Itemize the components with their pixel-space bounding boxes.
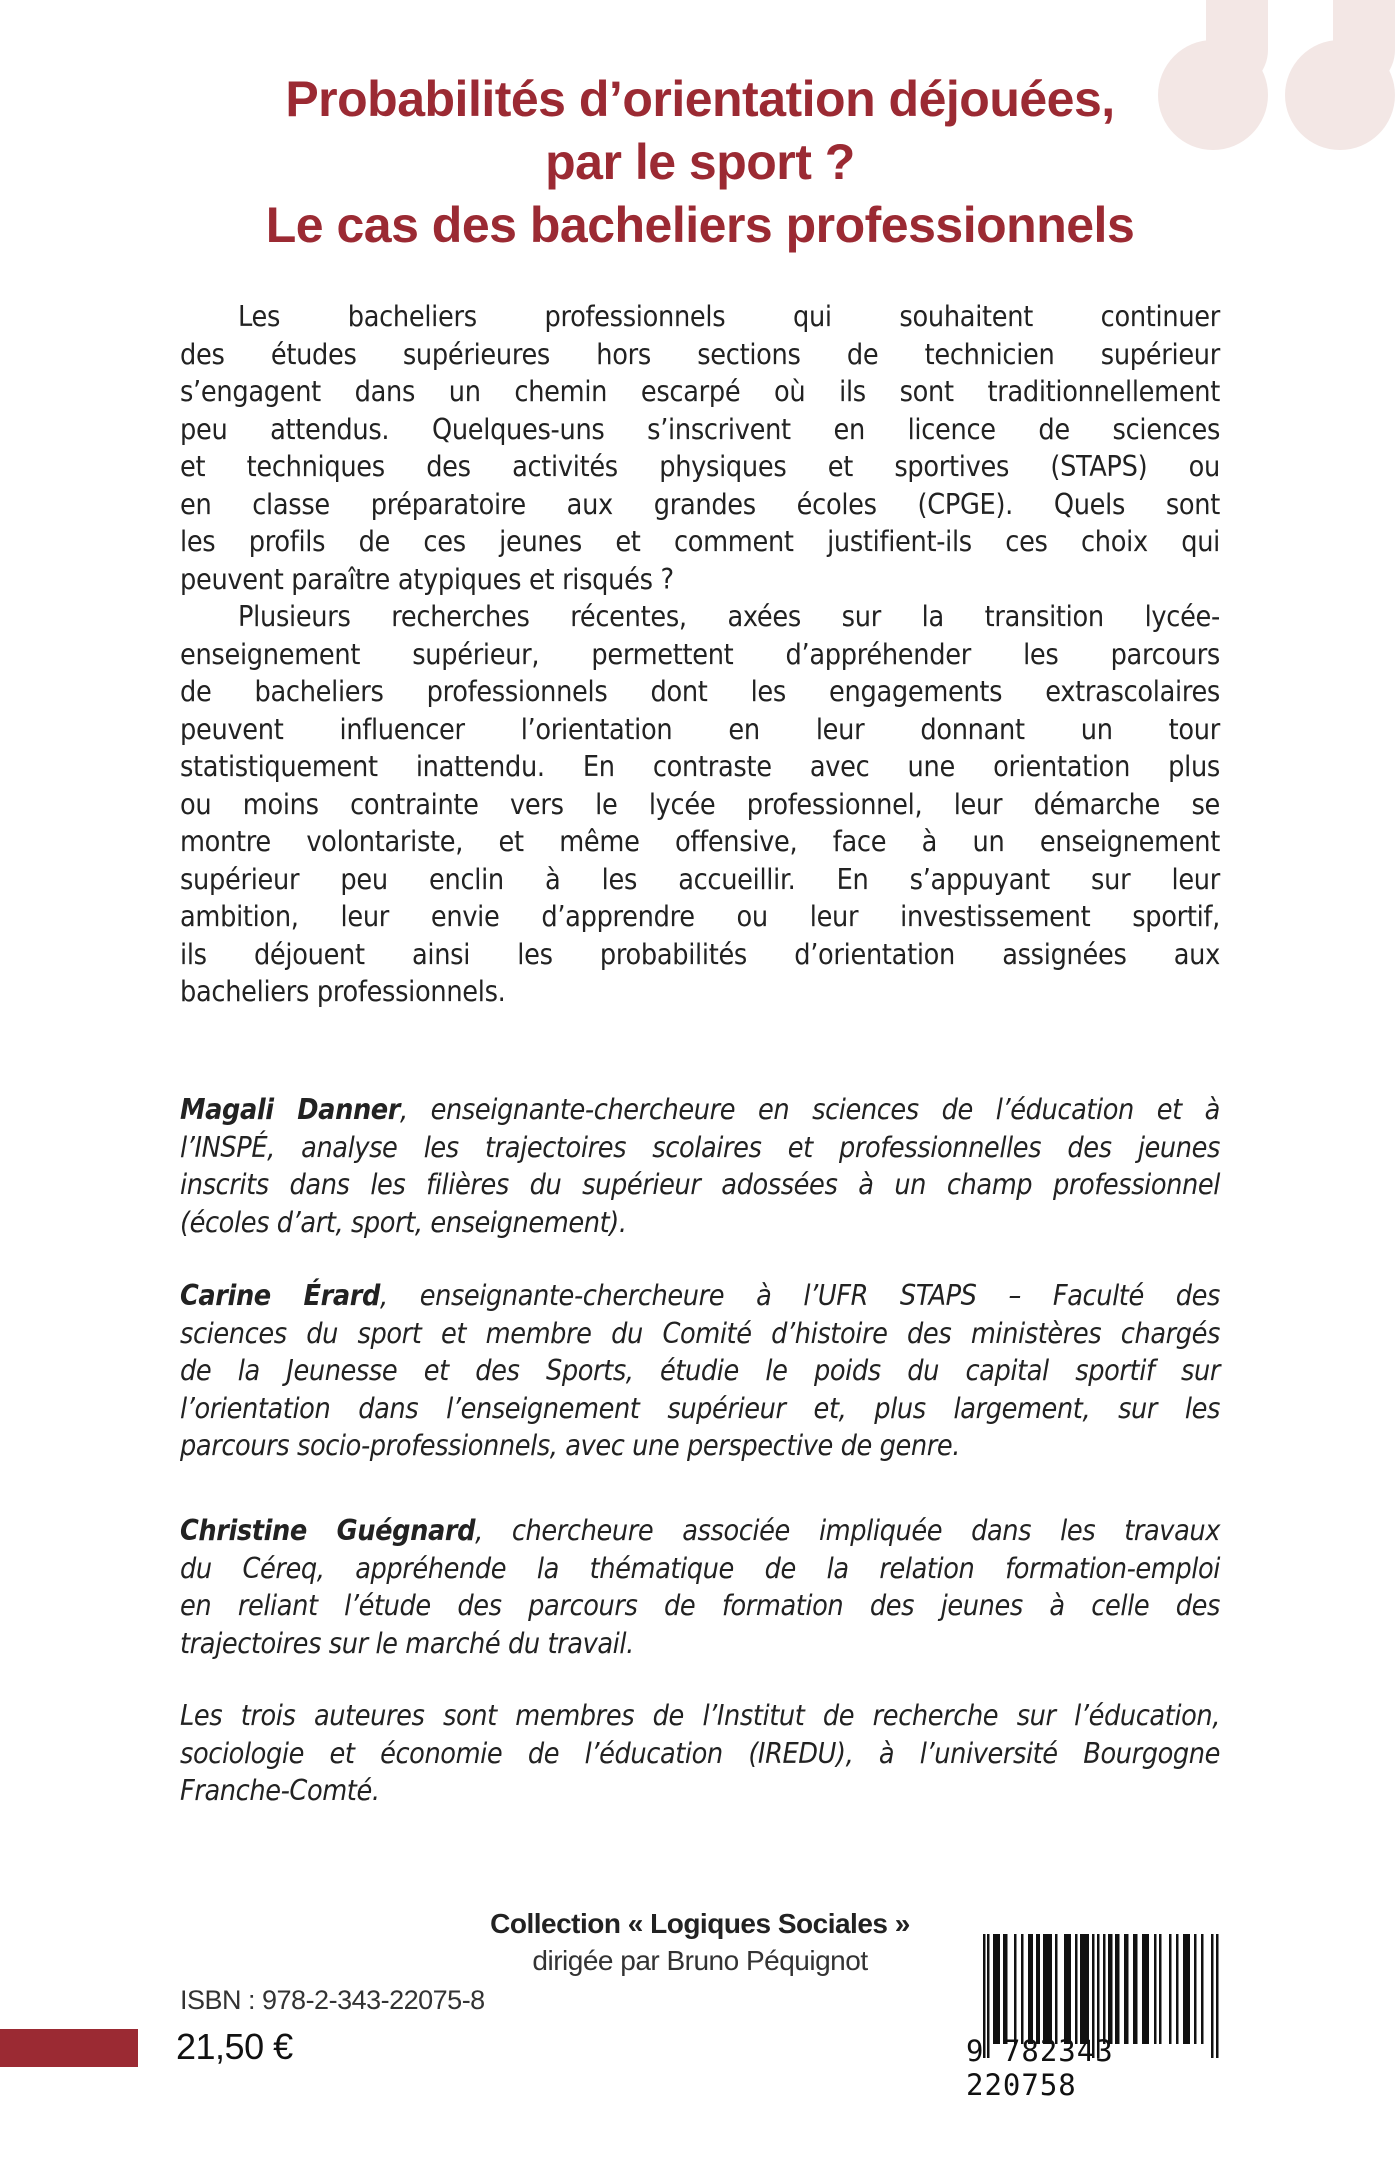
summary-paragraph bbox=[180, 298, 1220, 598]
text-line: les profils de ces jeunes et comment justifient-ils ces choix qui bbox=[180, 525, 1220, 558]
text-line: peuvent influencer l’orientation en leur donnant un tour bbox=[180, 712, 1220, 746]
barcode-number: 9 782343 220758 bbox=[966, 2034, 1114, 2102]
title-line: Le cas des bacheliers professionnels bbox=[265, 197, 1135, 253]
bio-text: , enseignante-chercheure en sciences de l’éducation et à bbox=[400, 1093, 1220, 1126]
text-line: en classe préparatoire aux grandes écoles (CPGE). Quels sont bbox=[180, 487, 1220, 521]
collection-director: dirigée par Bruno Péquignot bbox=[532, 1945, 868, 1976]
text-line: (écoles d’art, sport, enseignement). bbox=[180, 1205, 627, 1239]
text-line: supérieur peu enclin à les accueillir. En s’appuyant sur leur bbox=[180, 862, 1220, 896]
book-title bbox=[0, 68, 1400, 257]
text-line: peuvent paraître atypiques et risqués ? bbox=[180, 562, 674, 596]
text-line: statistiquement inattendu. En contraste avec une orientation plus bbox=[180, 750, 1220, 783]
text-line: de bacheliers professionnels dont les engagements extrascolaires bbox=[180, 675, 1220, 708]
text-line: de la Jeunesse et des Sports, étudie le poids du capital sportif sur bbox=[180, 1354, 1220, 1387]
text-line: Les trois auteures sont membres de l’Institut de recherche sur l’éducation, bbox=[180, 1699, 1220, 1732]
text-line: montre volontariste, et même offensive, face à un enseignement bbox=[180, 825, 1220, 858]
title-line: par le sport ? bbox=[545, 134, 855, 190]
text-line: s’engagent dans un chemin escarpé où ils sont traditionnellement bbox=[180, 375, 1220, 408]
collection-info bbox=[440, 1905, 960, 1979]
isbn: ISBN : 978-2-343-22075-8 bbox=[180, 1985, 485, 2015]
author-bio-guegnard bbox=[180, 1512, 1220, 1662]
collection-name: Collection « Logiques Sociales » bbox=[490, 1908, 910, 1939]
author-name: Carine Érard bbox=[180, 1279, 381, 1312]
authors-affiliation bbox=[180, 1697, 1220, 1810]
text-line: en reliant l’étude des parcours de formation des jeunes à celle des bbox=[180, 1589, 1220, 1622]
text-line: peu attendus. Quelques-uns s’inscrivent en licence de sciences bbox=[180, 412, 1220, 446]
text-line: ils déjouent ainsi les probabilités d’orientation assignées aux bbox=[180, 937, 1220, 971]
bio-text: , enseignante-chercheure à l’UFR STAPS – Faculté des bbox=[380, 1279, 1220, 1312]
text-line: Les bacheliers professionnels qui souhaitent continuer bbox=[238, 300, 1220, 333]
author-name: Magali Danner bbox=[180, 1093, 401, 1126]
bio-text: , chercheure associée impliquée dans les travaux bbox=[475, 1514, 1221, 1547]
text-line: inscrits dans les filières du supérieur adossées à un champ professionnel bbox=[180, 1168, 1220, 1201]
text-line: trajectoires sur le marché du travail. bbox=[180, 1626, 634, 1660]
text-line: sociologie et économie de l’éducation (IREDU), à l’université Bourgogne bbox=[180, 1736, 1220, 1770]
text-line: enseignement supérieur, permettent d’appréhender les parcours bbox=[180, 637, 1220, 671]
text-line: du Céreq, appréhende la thématique de la relation formation-emploi bbox=[180, 1551, 1220, 1585]
text-line: parcours socio-professionnels, avec une perspective de genre. bbox=[180, 1429, 960, 1462]
author-bio-danner bbox=[180, 1091, 1220, 1241]
text-line: Plusieurs recherches récentes, axées sur la transition lycée- bbox=[238, 600, 1220, 633]
text-line: et techniques des activités physiques et sportives (STAPS) ou bbox=[180, 450, 1220, 483]
text-line: des études supérieures hors sections de technicien supérieur bbox=[180, 337, 1220, 371]
text-line: l’orientation dans l’enseignement supérieur et, plus largement, sur les bbox=[180, 1391, 1220, 1425]
text-line: sciences du sport et membre du Comité d’histoire des ministères chargés bbox=[180, 1316, 1220, 1350]
author-name: Christine Guégnard bbox=[180, 1514, 476, 1547]
accent-bar bbox=[0, 2029, 138, 2067]
text-line bbox=[180, 1512, 1220, 1550]
author-bio-erard bbox=[180, 1277, 1220, 1465]
text-line bbox=[180, 1091, 1220, 1129]
text-line: ambition, leur envie d’apprendre ou leur investissement sportif, bbox=[180, 900, 1220, 933]
text-line: Franche-Comté. bbox=[180, 1774, 380, 1807]
text-line: bacheliers professionnels. bbox=[180, 975, 506, 1008]
title-line: Probabilités d’orientation déjouées, bbox=[285, 71, 1115, 127]
summary-paragraph bbox=[180, 598, 1220, 1011]
price: 21,50 € bbox=[176, 2026, 293, 2067]
text-line bbox=[180, 1277, 1220, 1315]
text-line: ou moins contrainte vers le lycée professionnel, leur démarche se bbox=[180, 787, 1220, 821]
text-line: l’INSPÉ, analyse les trajectoires scolaires et professionnelles des jeunes bbox=[180, 1130, 1220, 1164]
